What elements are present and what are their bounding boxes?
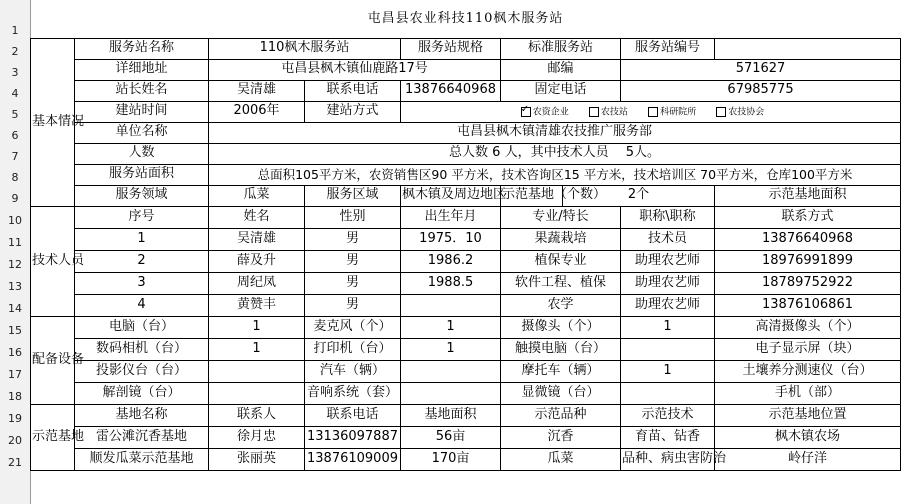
row-number[interactable]: 4 — [11, 87, 19, 100]
label-area: 服务站面积 — [75, 164, 209, 185]
equip-label: 摄像头（个） — [501, 316, 621, 338]
cell[interactable]: 13876109009 — [305, 448, 401, 470]
tech-header-index: 序号 — [75, 206, 209, 228]
equip-label: 摩托车（辆） — [501, 360, 621, 382]
cell[interactable]: 1975．10 — [401, 228, 501, 250]
equip-label: 手机（部） — [715, 382, 901, 404]
cell[interactable]: 男 — [305, 294, 401, 316]
cell[interactable]: 1988.5 — [401, 272, 501, 294]
row-number[interactable]: 1 — [11, 24, 19, 37]
row-number[interactable]: 5 — [11, 108, 19, 121]
option-research-institute[interactable]: 科研院所 — [648, 107, 696, 118]
category-equip: 配备设备 — [31, 316, 75, 404]
value-fixed-phone[interactable]: 67985775 — [621, 80, 901, 101]
equip-label: 触摸电脑（台） — [501, 338, 621, 360]
category-tech: 技术人员 — [31, 206, 75, 316]
cell[interactable]: 13876106861 — [715, 294, 901, 316]
cell[interactable]: 助理农艺师 — [621, 250, 715, 272]
equip-count[interactable]: 1 — [621, 360, 715, 382]
equip-row — [31, 316, 901, 338]
equip-count[interactable]: 1 — [621, 316, 715, 338]
equip-count[interactable]: 1 — [209, 338, 305, 360]
value-station-spec[interactable]: 标准服务站 — [501, 38, 621, 59]
cell[interactable]: 瓜菜 — [501, 448, 621, 470]
cell[interactable]: 沉香 — [501, 426, 621, 448]
tech-header-gender: 性别 — [305, 206, 401, 228]
row-number[interactable]: 7 — [11, 150, 19, 163]
label-head-name: 站长姓名 — [75, 80, 209, 101]
table-row — [31, 426, 901, 448]
equip-label: 解剖镜（台） — [75, 382, 209, 404]
cell[interactable]: 13876640968 — [715, 228, 901, 250]
label-address: 详细地址 — [75, 59, 209, 80]
demo-header-variety: 示范品种 — [501, 404, 621, 426]
label-station-name: 服务站名称 — [75, 38, 209, 59]
category-basic: 基本情况 — [31, 38, 75, 206]
label-fixed-phone: 固定电话 — [501, 80, 621, 101]
row-number[interactable]: 20 — [8, 434, 22, 447]
equip-label: 投影仪台（台） — [75, 360, 209, 382]
value-address[interactable]: 屯昌县枫木镇仙鹿路17号 — [209, 59, 501, 80]
checkbox-icon[interactable] — [716, 107, 726, 117]
row-number[interactable]: 18 — [8, 390, 22, 403]
equip-count[interactable] — [621, 382, 715, 404]
page-title: 屯昌县农业科技110枫木服务站 — [31, 0, 901, 38]
cell[interactable]: 顺发瓜菜示范基地 — [75, 448, 209, 470]
row-number[interactable]: 10 — [8, 214, 22, 227]
equip-row — [31, 338, 901, 360]
cell[interactable]: 果蔬栽培 — [501, 228, 621, 250]
label-station-code: 服务站编号 — [621, 38, 715, 59]
cell[interactable]: 男 — [305, 250, 401, 272]
equip-label: 电子显示屏（块） — [715, 338, 901, 360]
row-number[interactable]: 12 — [8, 258, 22, 271]
equip-label: 电脑（台） — [75, 316, 209, 338]
cell[interactable]: 助理农艺师 — [621, 272, 715, 294]
option-agri-tech-station[interactable]: 农技站 — [589, 107, 628, 118]
value-station-code[interactable] — [715, 38, 901, 59]
equip-label: 音响系统（套） — [305, 382, 401, 404]
cell[interactable]: 3 — [75, 272, 209, 294]
cell[interactable]: 技术员 — [621, 228, 715, 250]
cell[interactable]: 雷公滩沉香基地 — [75, 426, 209, 448]
tech-header-major: 专业/特长 — [501, 206, 621, 228]
cell[interactable]: 2 — [75, 250, 209, 272]
row-number[interactable]: 6 — [11, 129, 19, 142]
cell[interactable]: 育苗、钻香 — [621, 426, 715, 448]
value-phone[interactable]: 13876640968 — [401, 80, 501, 101]
row-number[interactable]: 15 — [8, 324, 22, 337]
option-agri-tech-association[interactable]: 农技协会 — [716, 107, 764, 118]
cell[interactable]: 170亩 — [401, 448, 501, 470]
tech-header-birth: 出生年月 — [401, 206, 501, 228]
equip-count[interactable] — [209, 382, 305, 404]
equip-count[interactable] — [401, 360, 501, 382]
row-number[interactable]: 2 — [11, 45, 19, 58]
option-agri-enterprise[interactable]: ✓ 农资企业 — [521, 107, 569, 118]
equip-count[interactable]: 1 — [401, 316, 501, 338]
category-demo: 示范基地 — [31, 404, 75, 470]
row-number[interactable]: 17 — [8, 368, 22, 381]
demo-header-location: 示范基地位置 — [715, 404, 901, 426]
label-demo-area: 示范基地面积 — [715, 185, 901, 206]
equip-count[interactable]: 1 — [401, 338, 501, 360]
row-number[interactable]: 19 — [8, 412, 22, 425]
cell[interactable]: 农学 — [501, 294, 621, 316]
label-people: 人数 — [75, 143, 209, 164]
table-row — [31, 448, 901, 470]
label-build-mode: 建站方式 — [305, 101, 401, 122]
cell[interactable]: 助理农艺师 — [621, 294, 715, 316]
table-row — [31, 250, 901, 272]
cell[interactable]: 18789752922 — [715, 272, 901, 294]
cell[interactable]: 18976991899 — [715, 250, 901, 272]
table-row — [31, 272, 901, 294]
label-zip: 邮编 — [501, 59, 621, 80]
label-build-time: 建站时间 — [75, 101, 209, 122]
cell[interactable]: 徐月忠 — [209, 426, 305, 448]
label-station-spec: 服务站规格 — [401, 38, 501, 59]
value-unit-name[interactable]: 屯昌县枫木镇清雄农技推广服务部 — [209, 122, 901, 143]
row-number[interactable]: 11 — [8, 236, 22, 249]
cell[interactable]: 4 — [75, 294, 209, 316]
equip-label: 高清摄像头（个） — [715, 316, 901, 338]
build-mode-options — [401, 101, 901, 122]
cell[interactable]: 植保专业 — [501, 250, 621, 272]
table-row — [31, 228, 901, 250]
cell[interactable]: 周纪凤 — [209, 272, 305, 294]
cell[interactable]: 品种、病虫害防治 — [621, 448, 715, 470]
cell[interactable]: 薛及升 — [209, 250, 305, 272]
cell[interactable]: 1986.2 — [401, 250, 501, 272]
cell[interactable] — [401, 294, 501, 316]
demo-header-area: 基地面积 — [401, 404, 501, 426]
checkbox-checked-icon[interactable] — [521, 107, 531, 117]
equip-label: 打印机（台） — [305, 338, 401, 360]
equip-label: 数码相机（台） — [75, 338, 209, 360]
cell[interactable]: 男 — [305, 272, 401, 294]
equip-label: 显微镜（台） — [501, 382, 621, 404]
cell[interactable]: 男 — [305, 228, 401, 250]
value-demo-count[interactable]: 2个 — [563, 185, 715, 206]
row-number[interactable]: 9 — [11, 192, 19, 205]
demo-header-name: 基地名称 — [75, 404, 209, 426]
checkbox-icon[interactable] — [589, 107, 599, 117]
checkbox-icon[interactable] — [648, 107, 658, 117]
equip-count[interactable]: 1 — [209, 316, 305, 338]
demo-header-tech: 示范技术 — [621, 404, 715, 426]
value-region[interactable]: 枫木镇及周边地区 — [401, 185, 501, 206]
cell[interactable]: 13136097887 — [305, 426, 401, 448]
equip-count[interactable] — [621, 338, 715, 360]
tech-header-title: 职称\职称 — [621, 206, 715, 228]
cell[interactable]: 吴清雄 — [209, 228, 305, 250]
equip-row — [31, 360, 901, 382]
value-area[interactable]: 总面积105平方米，农资销售区90 平方米，技术咨询区15 平方米，技术培训区 70平方米，仓库100平方米 — [209, 164, 901, 185]
equip-count[interactable] — [209, 360, 305, 382]
info-sheet — [30, 0, 901, 471]
row-number[interactable]: 21 — [8, 456, 22, 469]
value-build-time[interactable]: 2006年 — [209, 101, 305, 122]
demo-header-contact: 联系人 — [209, 404, 305, 426]
row-number[interactable]: 8 — [11, 171, 19, 184]
equip-count[interactable] — [401, 382, 501, 404]
cell[interactable]: 黄赞丰 — [209, 294, 305, 316]
value-field[interactable]: 瓜菜 — [209, 185, 305, 206]
equip-label: 土壤养分测速仪（台） — [715, 360, 901, 382]
label-unit-name: 单位名称 — [75, 122, 209, 143]
row-number[interactable]: 14 — [8, 302, 22, 315]
value-people[interactable]: 总人数 6 人，其中技术人员 5人。 — [209, 143, 901, 164]
cell[interactable]: 枫木镇农场 — [715, 426, 901, 448]
cell[interactable]: 56亩 — [401, 426, 501, 448]
row-number[interactable]: 3 — [11, 66, 19, 79]
value-station-name[interactable]: 110枫木服务站 — [209, 38, 401, 59]
tech-header-contact: 联系方式 — [715, 206, 901, 228]
cell[interactable]: 1 — [75, 228, 209, 250]
cell[interactable]: 张丽英 — [209, 448, 305, 470]
cell[interactable]: 岭仔洋 — [715, 448, 901, 470]
tech-header-name: 姓名 — [209, 206, 305, 228]
label-region: 服务区域 — [305, 185, 401, 206]
label-demo-count: 示范基地（个数） — [501, 185, 563, 206]
equip-label: 麦克风（个） — [305, 316, 401, 338]
cell[interactable]: 软件工程、植保 — [501, 272, 621, 294]
value-head-name[interactable]: 吴清雄 — [209, 80, 305, 101]
demo-header-phone: 联系电话 — [305, 404, 401, 426]
equip-row — [31, 382, 901, 404]
table-row — [31, 294, 901, 316]
label-phone: 联系电话 — [305, 80, 401, 101]
label-field: 服务领域 — [75, 185, 209, 206]
row-number[interactable]: 13 — [8, 280, 22, 293]
row-number[interactable]: 16 — [8, 346, 22, 359]
value-zip[interactable]: 571627 — [621, 59, 901, 80]
equip-label: 汽车（辆） — [305, 360, 401, 382]
